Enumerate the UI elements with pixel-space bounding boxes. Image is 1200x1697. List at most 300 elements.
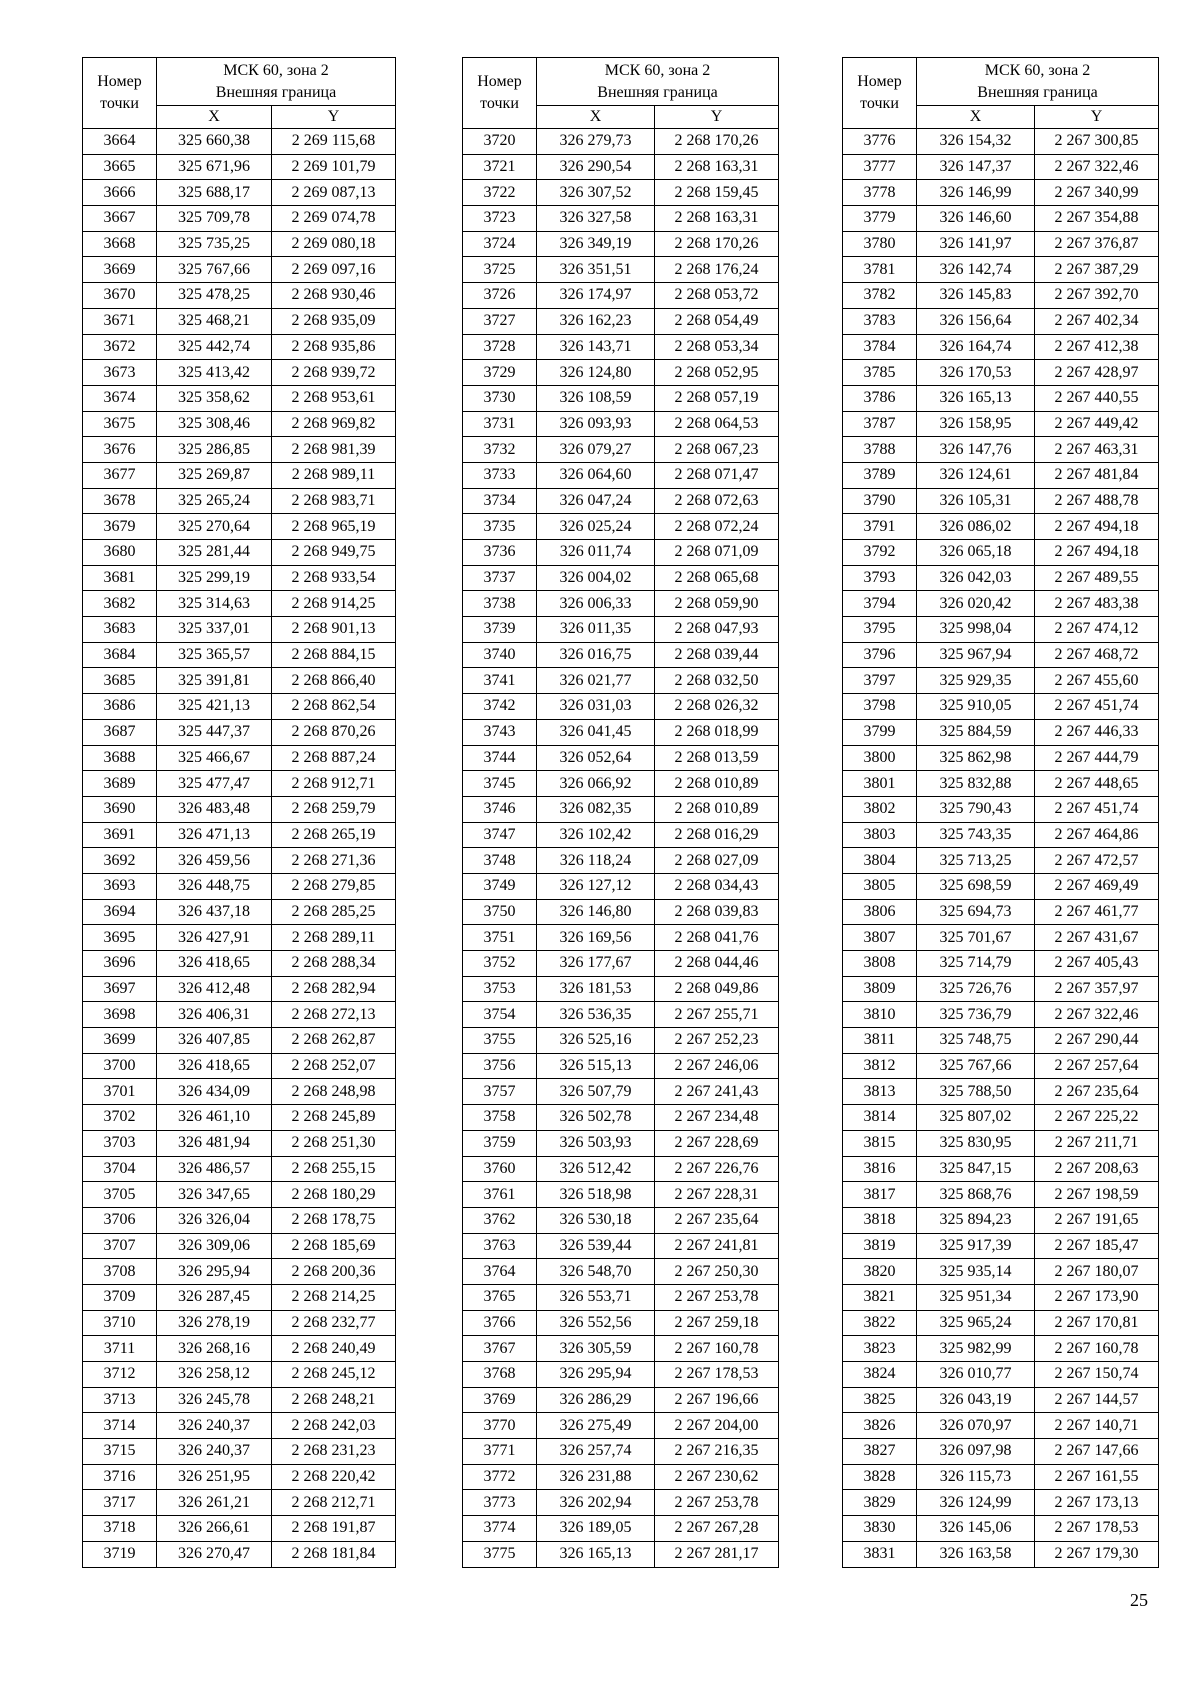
y-coordinate-cell: 2 269 101,79 — [272, 154, 396, 180]
x-coordinate-cell: 326 486,57 — [157, 1156, 272, 1182]
table-row — [843, 617, 1159, 643]
x-coordinate-cell: 326 145,06 — [917, 1516, 1035, 1542]
point-number-cell: 3692 — [83, 848, 157, 874]
x-coordinate-cell: 326 174,97 — [537, 283, 655, 309]
y-coordinate-cell: 2 269 115,68 — [272, 129, 396, 155]
coordinates-table-3 — [842, 57, 1159, 1568]
x-coordinate-cell: 326 043,19 — [917, 1387, 1035, 1413]
point-number-cell: 3733 — [463, 462, 537, 488]
y-coordinate-cell: 2 268 983,71 — [272, 488, 396, 514]
y-coordinate-cell: 2 267 140,71 — [1035, 1413, 1159, 1439]
y-coordinate-cell: 2 268 180,29 — [272, 1182, 396, 1208]
table-row — [843, 180, 1159, 206]
table-row — [83, 951, 396, 977]
y-coordinate-cell: 2 268 059,90 — [655, 591, 779, 617]
y-coordinate-cell: 2 268 220,42 — [272, 1464, 396, 1490]
x-coordinate-cell: 326 407,85 — [157, 1028, 272, 1054]
x-coordinate-cell: 325 929,35 — [917, 668, 1035, 694]
x-coordinate-cell: 326 064,60 — [537, 462, 655, 488]
table-row — [463, 1156, 779, 1182]
x-coordinate-cell: 326 164,74 — [917, 334, 1035, 360]
point-number-cell: 3751 — [463, 925, 537, 951]
table-row — [83, 694, 396, 720]
point-number-cell: 3802 — [843, 796, 917, 822]
y-coordinate-cell: 2 268 053,72 — [655, 283, 779, 309]
point-number-cell: 3824 — [843, 1362, 917, 1388]
table-row — [463, 488, 779, 514]
table-row — [83, 1464, 396, 1490]
point-number-cell: 3681 — [83, 565, 157, 591]
x-coordinate-cell: 326 156,64 — [917, 308, 1035, 334]
point-number-cell: 3746 — [463, 796, 537, 822]
table-row — [463, 1002, 779, 1028]
point-number-cell: 3665 — [83, 154, 157, 180]
x-coordinate-cell: 326 065,18 — [917, 540, 1035, 566]
point-number-cell: 3693 — [83, 873, 157, 899]
y-coordinate-cell: 2 268 191,87 — [272, 1516, 396, 1542]
y-coordinate-cell: 2 267 428,97 — [1035, 360, 1159, 386]
table-row — [83, 283, 396, 309]
x-coordinate-cell: 325 477,47 — [157, 771, 272, 797]
point-number-cell: 3735 — [463, 514, 537, 540]
point-number-cell: 3675 — [83, 411, 157, 437]
x-coordinate-cell: 325 701,67 — [917, 925, 1035, 951]
x-coordinate-cell: 325 299,19 — [157, 565, 272, 591]
x-column-header: X — [917, 106, 1035, 129]
y-coordinate-cell: 2 267 494,18 — [1035, 540, 1159, 566]
y-coordinate-cell: 2 267 402,34 — [1035, 308, 1159, 334]
point-number-cell: 3668 — [83, 231, 157, 257]
x-coordinate-cell: 326 406,31 — [157, 1002, 272, 1028]
point-number-cell: 3776 — [843, 129, 917, 155]
y-coordinate-cell: 2 268 054,49 — [655, 308, 779, 334]
y-coordinate-cell: 2 268 901,13 — [272, 617, 396, 643]
table-row — [83, 1105, 396, 1131]
y-coordinate-cell: 2 267 178,53 — [1035, 1516, 1159, 1542]
table-row — [83, 1002, 396, 1028]
table-row — [843, 1002, 1159, 1028]
x-coordinate-cell: 325 917,39 — [917, 1233, 1035, 1259]
x-coordinate-cell: 326 124,99 — [917, 1490, 1035, 1516]
x-coordinate-cell: 326 530,18 — [537, 1207, 655, 1233]
x-coordinate-cell: 326 146,60 — [917, 206, 1035, 232]
point-number-cell: 3691 — [83, 822, 157, 848]
y-coordinate-cell: 2 267 160,78 — [1035, 1336, 1159, 1362]
point-number-cell: 3805 — [843, 873, 917, 899]
point-number-cell: 3791 — [843, 514, 917, 540]
point-number-cell: 3689 — [83, 771, 157, 797]
point-number-cell: 3707 — [83, 1233, 157, 1259]
y-coordinate-cell: 2 267 179,30 — [1035, 1541, 1159, 1567]
y-coordinate-cell: 2 267 196,66 — [655, 1387, 779, 1413]
x-coordinate-cell: 326 042,03 — [917, 565, 1035, 591]
table-row — [463, 308, 779, 334]
table-row — [843, 308, 1159, 334]
y-coordinate-cell: 2 267 440,55 — [1035, 385, 1159, 411]
table-row — [843, 951, 1159, 977]
x-coordinate-cell: 326 154,32 — [917, 129, 1035, 155]
y-coordinate-cell: 2 268 212,71 — [272, 1490, 396, 1516]
table-row — [843, 1387, 1159, 1413]
point-number-cell: 3712 — [83, 1362, 157, 1388]
table-row — [463, 462, 779, 488]
point-number-cell: 3704 — [83, 1156, 157, 1182]
x-coordinate-cell: 326 434,09 — [157, 1079, 272, 1105]
y-coordinate-cell: 2 268 072,24 — [655, 514, 779, 540]
y-coordinate-cell: 2 267 357,97 — [1035, 976, 1159, 1002]
table-row — [463, 565, 779, 591]
table-row — [83, 540, 396, 566]
y-coordinate-cell: 2 268 067,23 — [655, 437, 779, 463]
x-coordinate-cell: 325 286,85 — [157, 437, 272, 463]
x-coordinate-cell: 326 086,02 — [917, 514, 1035, 540]
point-number-cell: 3739 — [463, 617, 537, 643]
x-coordinate-cell: 325 421,13 — [157, 694, 272, 720]
y-coordinate-cell: 2 267 461,77 — [1035, 899, 1159, 925]
x-coordinate-cell: 325 847,15 — [917, 1156, 1035, 1182]
x-coordinate-cell: 325 270,64 — [157, 514, 272, 540]
y-coordinate-cell: 2 268 072,63 — [655, 488, 779, 514]
x-column-header: X — [157, 106, 272, 129]
x-coordinate-cell: 326 257,74 — [537, 1439, 655, 1465]
table-row — [463, 771, 779, 797]
x-coordinate-cell: 326 082,35 — [537, 796, 655, 822]
table-row — [843, 899, 1159, 925]
point-number-cell: 3688 — [83, 745, 157, 771]
x-coordinate-cell: 325 726,76 — [917, 976, 1035, 1002]
x-coordinate-cell: 326 011,35 — [537, 617, 655, 643]
table-row — [843, 334, 1159, 360]
point-number-cell: 3810 — [843, 1002, 917, 1028]
point-number-cell: 3766 — [463, 1310, 537, 1336]
x-coordinate-cell: 326 145,83 — [917, 283, 1035, 309]
y-coordinate-cell: 2 268 231,23 — [272, 1439, 396, 1465]
point-number-cell: 3731 — [463, 411, 537, 437]
table-row — [463, 822, 779, 848]
point-number-cell: 3741 — [463, 668, 537, 694]
x-coordinate-cell: 326 146,80 — [537, 899, 655, 925]
point-number-cell: 3782 — [843, 283, 917, 309]
point-number-cell: 3758 — [463, 1105, 537, 1131]
y-coordinate-cell: 2 269 087,13 — [272, 180, 396, 206]
point-number-cell: 3754 — [463, 1002, 537, 1028]
table-row — [843, 1156, 1159, 1182]
table-row — [463, 1336, 779, 1362]
table-row — [83, 437, 396, 463]
y-coordinate-cell: 2 267 489,55 — [1035, 565, 1159, 591]
x-coordinate-cell: 325 466,67 — [157, 745, 272, 771]
x-coordinate-cell: 325 358,62 — [157, 385, 272, 411]
point-number-cell: 3744 — [463, 745, 537, 771]
x-coordinate-cell: 326 418,65 — [157, 1053, 272, 1079]
y-coordinate-cell: 2 267 468,72 — [1035, 642, 1159, 668]
y-coordinate-cell: 2 268 018,99 — [655, 719, 779, 745]
x-coordinate-cell: 325 790,43 — [917, 796, 1035, 822]
point-number-cell: 3723 — [463, 206, 537, 232]
x-coordinate-cell: 325 709,78 — [157, 206, 272, 232]
table-row — [463, 129, 779, 155]
point-number-cell: 3814 — [843, 1105, 917, 1131]
point-number-cell: 3830 — [843, 1516, 917, 1542]
point-number-cell: 3737 — [463, 565, 537, 591]
point-number-cell: 3812 — [843, 1053, 917, 1079]
y-coordinate-cell: 2 267 147,66 — [1035, 1439, 1159, 1465]
point-number-cell: 3699 — [83, 1028, 157, 1054]
table-row — [843, 129, 1159, 155]
x-coordinate-cell: 326 202,94 — [537, 1490, 655, 1516]
point-number-cell: 3671 — [83, 308, 157, 334]
table-row — [83, 231, 396, 257]
point-number-cell: 3770 — [463, 1413, 537, 1439]
point-number-cell: 3724 — [463, 231, 537, 257]
x-coordinate-cell: 325 998,04 — [917, 617, 1035, 643]
table-row — [463, 642, 779, 668]
point-number-cell: 3772 — [463, 1464, 537, 1490]
y-coordinate-cell: 2 268 041,76 — [655, 925, 779, 951]
x-coordinate-cell: 326 270,47 — [157, 1541, 272, 1567]
x-coordinate-cell: 326 552,56 — [537, 1310, 655, 1336]
point-number-cell: 3717 — [83, 1490, 157, 1516]
x-coordinate-cell: 325 713,25 — [917, 848, 1035, 874]
x-coordinate-cell: 325 391,81 — [157, 668, 272, 694]
x-coordinate-cell: 326 170,53 — [917, 360, 1035, 386]
x-coordinate-cell: 326 290,54 — [537, 154, 655, 180]
table-row — [83, 642, 396, 668]
x-coordinate-cell: 325 788,50 — [917, 1079, 1035, 1105]
y-coordinate-cell: 2 267 235,64 — [655, 1207, 779, 1233]
x-coordinate-cell: 326 147,76 — [917, 437, 1035, 463]
point-number-cell: 3752 — [463, 951, 537, 977]
y-coordinate-cell: 2 268 272,13 — [272, 1002, 396, 1028]
x-coordinate-cell: 325 743,35 — [917, 822, 1035, 848]
point-number-cell: 3679 — [83, 514, 157, 540]
point-number-cell: 3706 — [83, 1207, 157, 1233]
point-number-cell: 3748 — [463, 848, 537, 874]
table-row — [843, 719, 1159, 745]
x-coordinate-cell: 326 158,95 — [917, 411, 1035, 437]
point-number-cell: 3687 — [83, 719, 157, 745]
x-coordinate-cell: 326 102,42 — [537, 822, 655, 848]
y-coordinate-cell: 2 267 463,31 — [1035, 437, 1159, 463]
table-row — [463, 1028, 779, 1054]
y-column-header: Y — [1035, 106, 1159, 129]
y-coordinate-cell: 2 268 245,89 — [272, 1105, 396, 1131]
x-coordinate-cell: 325 281,44 — [157, 540, 272, 566]
table-row — [83, 771, 396, 797]
y-coordinate-cell: 2 267 472,57 — [1035, 848, 1159, 874]
point-number-cell: 3757 — [463, 1079, 537, 1105]
table-row — [83, 360, 396, 386]
point-number-cell: 3666 — [83, 180, 157, 206]
point-number-cell: 3825 — [843, 1387, 917, 1413]
point-number-cell: 3747 — [463, 822, 537, 848]
table-row — [83, 180, 396, 206]
y-coordinate-cell: 2 268 034,43 — [655, 873, 779, 899]
table-row — [463, 437, 779, 463]
y-coordinate-cell: 2 268 242,03 — [272, 1413, 396, 1439]
table-row — [463, 180, 779, 206]
point-number-cell: 3783 — [843, 308, 917, 334]
x-coordinate-cell: 325 365,57 — [157, 642, 272, 668]
y-coordinate-cell: 2 268 010,89 — [655, 796, 779, 822]
table-row — [83, 1259, 396, 1285]
table-row — [83, 719, 396, 745]
y-coordinate-cell: 2 267 255,71 — [655, 1002, 779, 1028]
y-coordinate-cell: 2 267 150,74 — [1035, 1362, 1159, 1388]
point-number-cell: 3721 — [463, 154, 537, 180]
table-row — [463, 334, 779, 360]
point-number-cell: 3750 — [463, 899, 537, 925]
y-coordinate-cell: 2 268 265,19 — [272, 822, 396, 848]
table-row — [83, 925, 396, 951]
x-coordinate-cell: 326 539,44 — [537, 1233, 655, 1259]
point-number-cell: 3808 — [843, 951, 917, 977]
x-coordinate-cell: 325 965,24 — [917, 1310, 1035, 1336]
x-coordinate-cell: 326 512,42 — [537, 1156, 655, 1182]
y-coordinate-cell: 2 267 230,62 — [655, 1464, 779, 1490]
table-row — [83, 334, 396, 360]
x-coordinate-cell: 326 261,21 — [157, 1490, 272, 1516]
x-coordinate-cell: 325 447,37 — [157, 719, 272, 745]
table-row — [463, 231, 779, 257]
y-coordinate-cell: 2 267 208,63 — [1035, 1156, 1159, 1182]
table-row — [843, 1490, 1159, 1516]
x-coordinate-cell: 326 258,12 — [157, 1362, 272, 1388]
y-coordinate-cell: 2 268 159,45 — [655, 180, 779, 206]
table-row — [463, 1516, 779, 1542]
point-number-cell: 3804 — [843, 848, 917, 874]
x-coordinate-cell: 326 142,74 — [917, 257, 1035, 283]
point-number-cell: 3815 — [843, 1130, 917, 1156]
x-coordinate-cell: 326 483,48 — [157, 796, 272, 822]
y-coordinate-cell: 2 269 097,16 — [272, 257, 396, 283]
x-coordinate-cell: 325 767,66 — [917, 1053, 1035, 1079]
y-coordinate-cell: 2 267 431,67 — [1035, 925, 1159, 951]
page-number: 25 — [1130, 1590, 1148, 1610]
table-row — [463, 283, 779, 309]
point-number-cell: 3780 — [843, 231, 917, 257]
y-coordinate-cell: 2 267 185,47 — [1035, 1233, 1159, 1259]
table-row — [83, 1541, 396, 1567]
table-row — [463, 694, 779, 720]
x-coordinate-cell: 325 314,63 — [157, 591, 272, 617]
y-coordinate-cell: 2 268 870,26 — [272, 719, 396, 745]
x-coordinate-cell: 325 832,88 — [917, 771, 1035, 797]
point-number-header: Номер точки — [463, 58, 537, 129]
x-coordinate-cell: 325 862,98 — [917, 745, 1035, 771]
x-coordinate-cell: 326 147,37 — [917, 154, 1035, 180]
point-number-cell: 3798 — [843, 694, 917, 720]
y-coordinate-cell: 2 268 057,19 — [655, 385, 779, 411]
x-coordinate-cell: 326 503,93 — [537, 1130, 655, 1156]
x-coordinate-cell: 326 515,13 — [537, 1053, 655, 1079]
x-coordinate-cell: 326 041,45 — [537, 719, 655, 745]
x-coordinate-cell: 326 189,05 — [537, 1516, 655, 1542]
table-row — [83, 591, 396, 617]
y-coordinate-cell: 2 267 211,71 — [1035, 1130, 1159, 1156]
x-coordinate-cell: 326 305,59 — [537, 1336, 655, 1362]
x-coordinate-cell: 326 031,03 — [537, 694, 655, 720]
table-row — [463, 925, 779, 951]
y-coordinate-cell: 2 267 451,74 — [1035, 694, 1159, 720]
y-coordinate-cell: 2 267 173,13 — [1035, 1490, 1159, 1516]
table-body — [843, 129, 1159, 1568]
table-row — [463, 1233, 779, 1259]
x-coordinate-cell: 326 275,49 — [537, 1413, 655, 1439]
point-number-cell: 3667 — [83, 206, 157, 232]
x-coordinate-cell: 325 894,23 — [917, 1207, 1035, 1233]
point-number-cell: 3738 — [463, 591, 537, 617]
x-coordinate-cell: 326 326,04 — [157, 1207, 272, 1233]
x-coordinate-cell: 326 309,06 — [157, 1233, 272, 1259]
point-number-cell: 3719 — [83, 1541, 157, 1567]
table-row — [843, 873, 1159, 899]
table-row — [463, 154, 779, 180]
y-coordinate-cell: 2 268 064,53 — [655, 411, 779, 437]
x-coordinate-cell: 325 735,25 — [157, 231, 272, 257]
table-row — [843, 360, 1159, 386]
x-coordinate-cell: 326 536,35 — [537, 1002, 655, 1028]
y-coordinate-cell: 2 268 032,50 — [655, 668, 779, 694]
point-number-cell: 3695 — [83, 925, 157, 951]
x-coordinate-cell: 325 265,24 — [157, 488, 272, 514]
table-row — [843, 1464, 1159, 1490]
table-row — [843, 771, 1159, 797]
y-coordinate-cell: 2 268 935,09 — [272, 308, 396, 334]
table-row — [463, 1413, 779, 1439]
y-coordinate-cell: 2 267 494,18 — [1035, 514, 1159, 540]
x-coordinate-cell: 325 767,66 — [157, 257, 272, 283]
table-row — [843, 540, 1159, 566]
table-row — [463, 1207, 779, 1233]
point-number-cell: 3716 — [83, 1464, 157, 1490]
x-coordinate-cell: 325 830,95 — [917, 1130, 1035, 1156]
point-number-cell: 3726 — [463, 283, 537, 309]
point-number-cell: 3806 — [843, 899, 917, 925]
table-body — [463, 129, 779, 1568]
point-number-cell: 3714 — [83, 1413, 157, 1439]
point-number-cell: 3672 — [83, 334, 157, 360]
point-number-cell: 3705 — [83, 1182, 157, 1208]
x-coordinate-cell: 326 351,51 — [537, 257, 655, 283]
y-coordinate-cell: 2 267 300,85 — [1035, 129, 1159, 155]
point-number-cell: 3669 — [83, 257, 157, 283]
point-number-cell: 3674 — [83, 385, 157, 411]
table-row — [83, 668, 396, 694]
table-row — [843, 642, 1159, 668]
point-number-cell: 3700 — [83, 1053, 157, 1079]
point-number-cell: 3710 — [83, 1310, 157, 1336]
x-coordinate-cell: 326 327,58 — [537, 206, 655, 232]
table-row — [463, 1490, 779, 1516]
x-coordinate-cell: 326 266,61 — [157, 1516, 272, 1542]
table-row — [463, 1079, 779, 1105]
y-coordinate-cell: 2 267 412,38 — [1035, 334, 1159, 360]
x-coordinate-cell: 326 295,94 — [157, 1259, 272, 1285]
table-row — [463, 796, 779, 822]
table-row — [843, 1105, 1159, 1131]
table-row — [83, 1028, 396, 1054]
point-number-cell: 3696 — [83, 951, 157, 977]
point-number-cell: 3730 — [463, 385, 537, 411]
y-coordinate-cell: 2 268 289,11 — [272, 925, 396, 951]
x-coordinate-cell: 325 269,87 — [157, 462, 272, 488]
table-row — [83, 308, 396, 334]
x-coordinate-cell: 325 308,46 — [157, 411, 272, 437]
point-number-cell: 3743 — [463, 719, 537, 745]
x-coordinate-cell: 325 868,76 — [917, 1182, 1035, 1208]
y-coordinate-cell: 2 267 488,78 — [1035, 488, 1159, 514]
